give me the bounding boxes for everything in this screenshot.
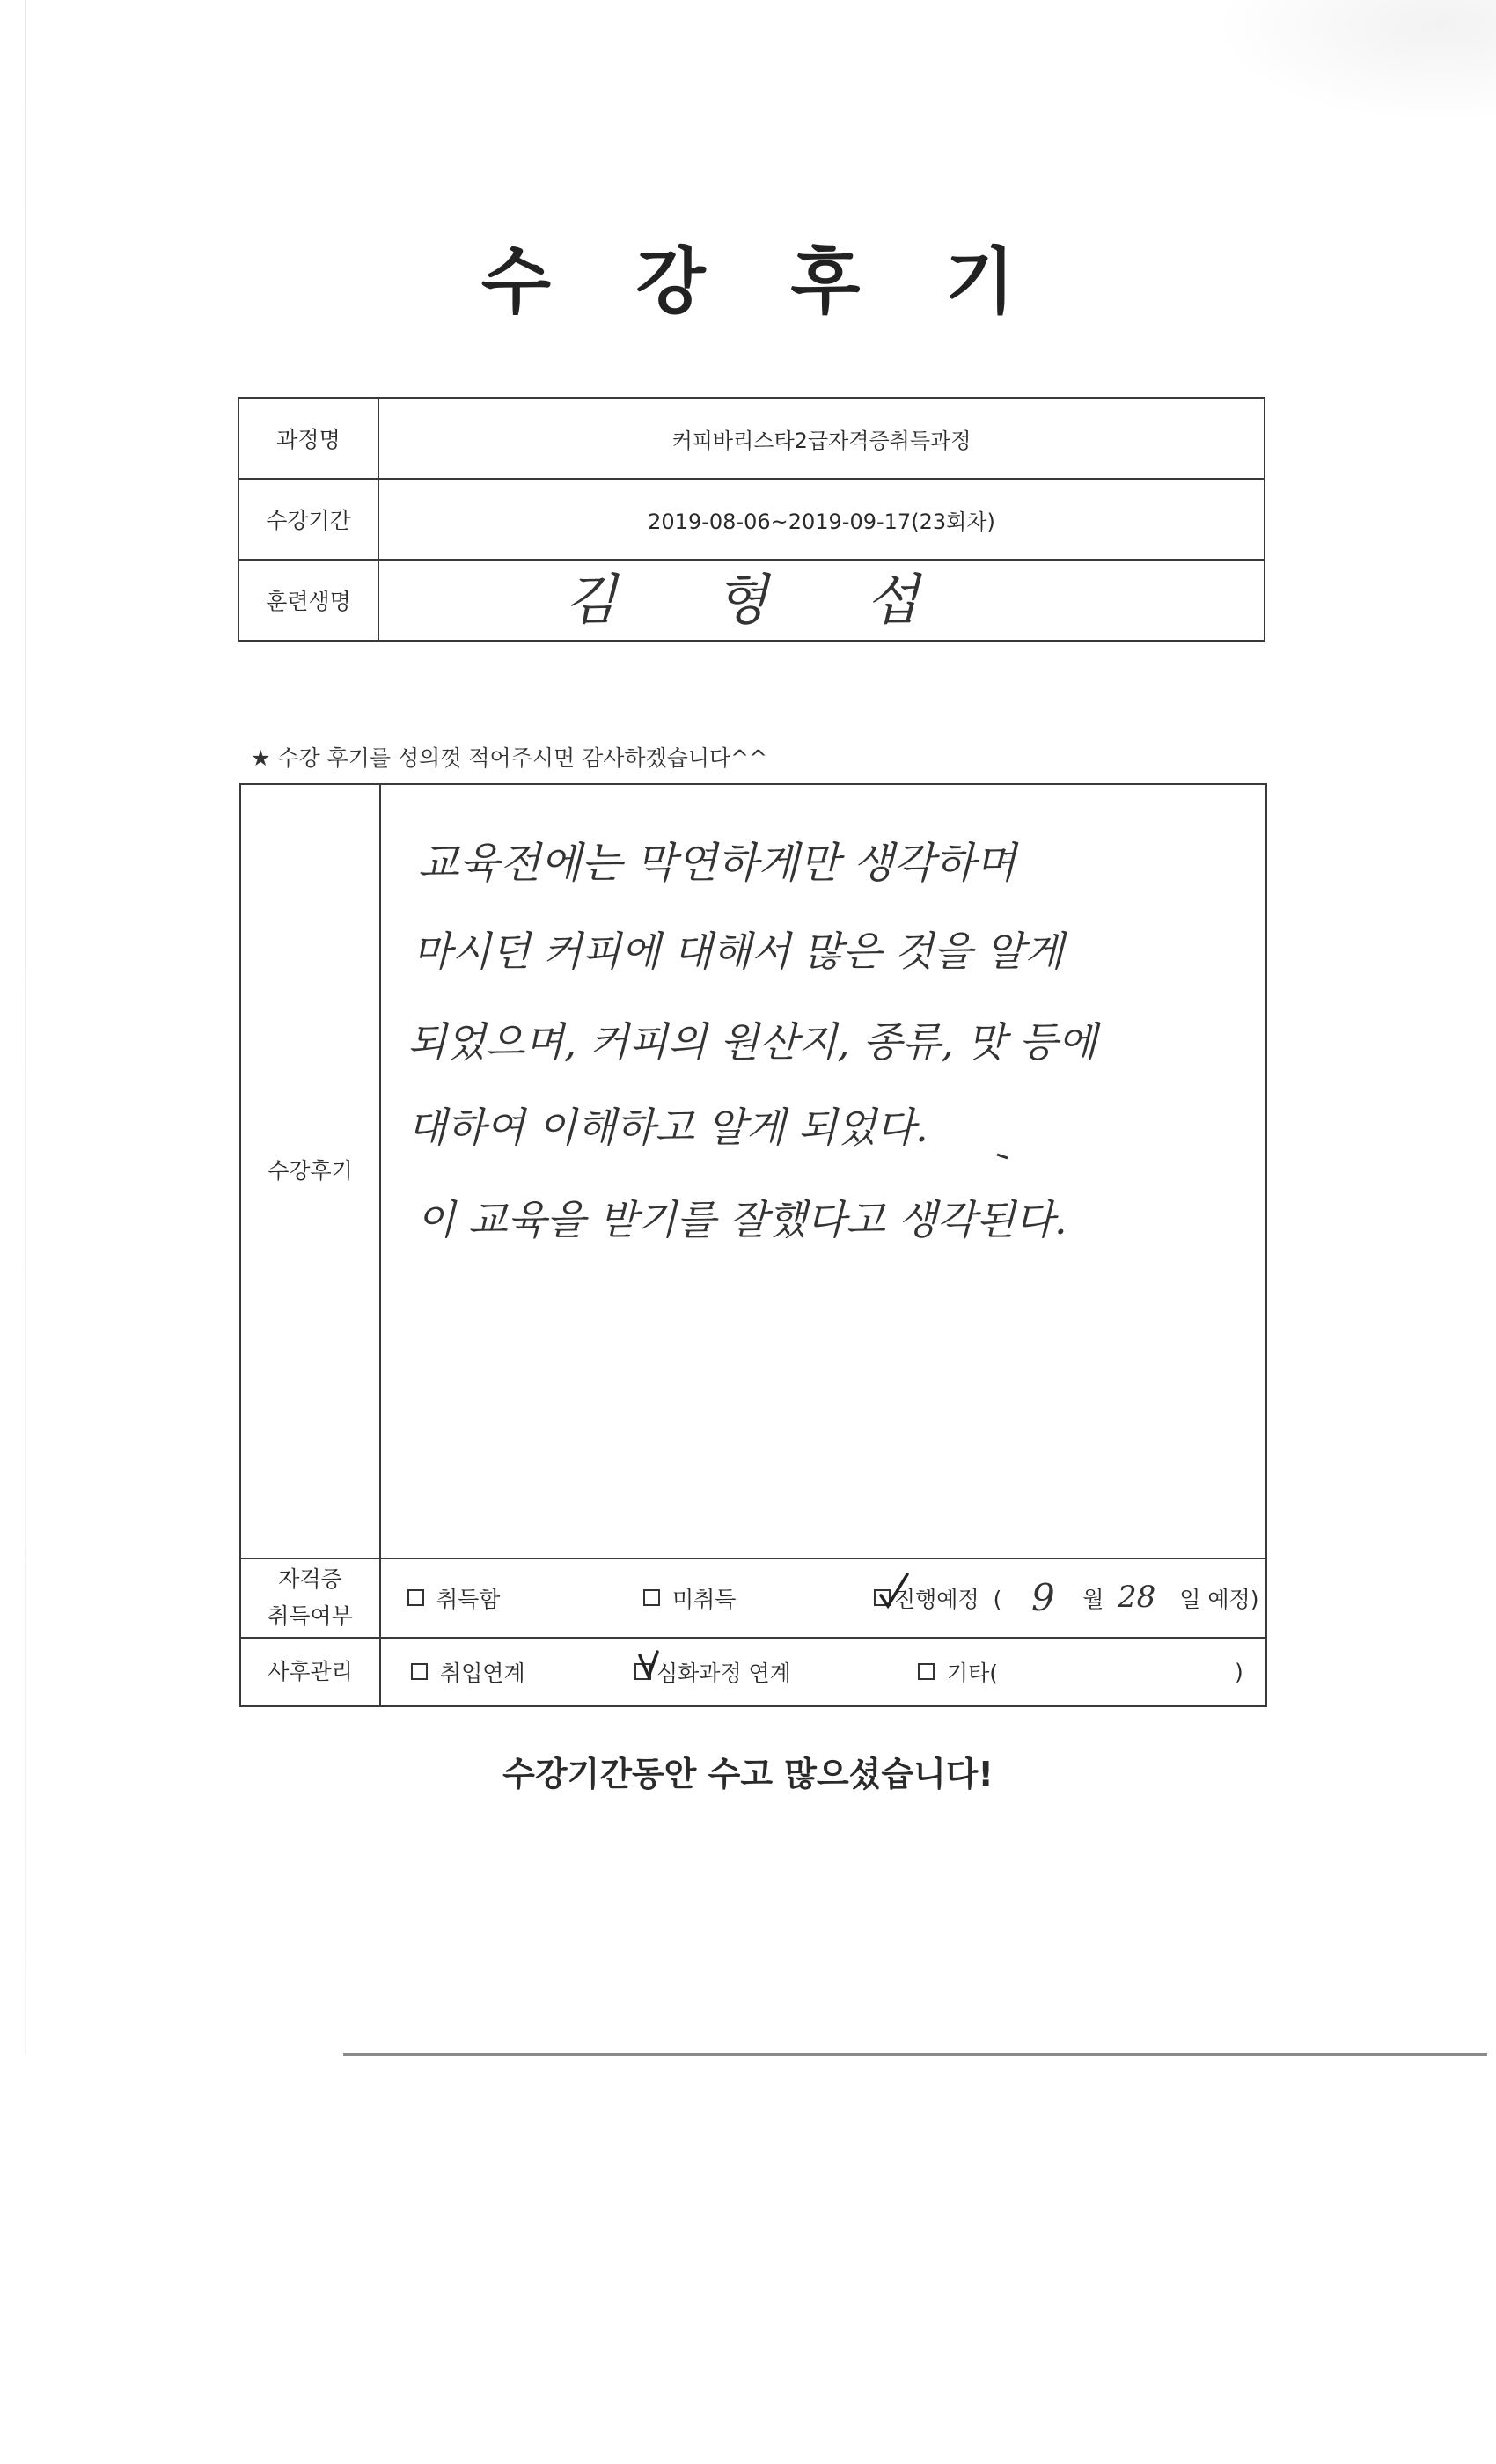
trainee-label: 훈련생명: [238, 560, 378, 641]
option-acquired[interactable]: [407, 1582, 500, 1614]
other-close-paren: ): [1235, 1659, 1243, 1685]
aftercare-options: [380, 1638, 1266, 1706]
option-job-link[interactable]: [411, 1656, 525, 1688]
review-label: 수강후기: [240, 784, 380, 1558]
review-handwriting: [381, 785, 1265, 1278]
review-line: 이 교육을 받기를 잘했다고 생각된다.: [416, 1196, 1067, 1243]
review-line: 마시던 커피에 대해서 많은 것을 알게: [413, 928, 1064, 975]
certification-label: [240, 1558, 380, 1638]
review-body: [380, 784, 1266, 1558]
trainee-name-cell: [378, 560, 1265, 641]
option-advanced-course-label: 심화과정 연계: [656, 1661, 791, 1686]
schedule-day-handwriting: [1111, 1572, 1172, 1624]
check-mark-icon: [638, 1646, 673, 1685]
scan-smudge: [1214, 0, 1496, 123]
certification-row: [240, 1558, 1266, 1638]
review-table: [239, 783, 1267, 1707]
course-period-value: 2019-08-06~2019-09-17(23회차): [378, 479, 1265, 560]
certification-label-line2: 취득여부: [268, 1603, 353, 1629]
review-row: [240, 784, 1266, 1558]
pen-mark: [997, 1155, 1008, 1158]
aftercare-label: 사후관리: [240, 1638, 380, 1706]
certification-label-line1: 자격증: [278, 1566, 342, 1592]
option-not-acquired-label: 미취득: [672, 1587, 737, 1612]
schedule-month-field[interactable]: [1008, 1576, 1075, 1619]
trainee-signature: [555, 555, 960, 643]
review-line: 대하여 이해하고 알게 되었다.: [407, 1104, 928, 1151]
option-job-link-label: 취업연계: [440, 1661, 525, 1686]
course-info-table: [238, 397, 1265, 642]
course-name-value: 커피바리스타2급자격증취득과정: [378, 398, 1265, 479]
schedule-month-label: 월: [1082, 1587, 1104, 1612]
checkbox-other[interactable]: [918, 1663, 935, 1680]
schedule-day-label: 일 예정): [1179, 1587, 1259, 1612]
course-name-row: [238, 398, 1265, 479]
schedule-month-value: 9: [1031, 1576, 1056, 1619]
review-line: 되었으며, 커피의 원산지, 종류, 맛 등에: [407, 1018, 1097, 1066]
schedule-day-value: 28: [1118, 1580, 1156, 1615]
page-bottom-edge: [343, 2053, 1487, 2056]
schedule-open-paren: (: [993, 1587, 1002, 1612]
checkbox-acquired[interactable]: [407, 1589, 424, 1606]
schedule-day-field[interactable]: [1111, 1580, 1172, 1615]
option-not-acquired[interactable]: [643, 1582, 736, 1614]
certification-options: [380, 1558, 1266, 1638]
option-in-progress[interactable]: [874, 1576, 1259, 1619]
option-in-progress-label: 진행예정: [894, 1587, 979, 1612]
trainee-name-handwritten: 김 형 섭: [564, 568, 960, 632]
checkbox-job-link[interactable]: [411, 1663, 428, 1680]
course-period-row: [238, 479, 1265, 560]
aftercare-row: [240, 1638, 1266, 1706]
notice-text: ★ 수강 후기를 성의껏 적어주시면 감사하겠습니다^^: [251, 745, 768, 771]
course-period-label: 수강기간: [238, 479, 378, 560]
option-acquired-label: 취득함: [436, 1587, 501, 1612]
option-advanced-course[interactable]: [634, 1656, 791, 1688]
checkbox-not-acquired[interactable]: [643, 1589, 660, 1606]
check-mark-icon: [877, 1573, 913, 1611]
closing-message: 수강기간동안 수고 많으셨습니다!: [502, 1755, 994, 1793]
schedule-month-handwriting: [1008, 1572, 1075, 1624]
document-title: 수 강 후 기: [480, 240, 1045, 324]
option-other[interactable]: [918, 1656, 998, 1688]
option-other-label: 기타(: [947, 1661, 999, 1686]
course-name-label: 과정명: [238, 398, 378, 479]
trainee-row: [238, 560, 1265, 641]
review-line: 교육전에는 막연하게만 생각하며: [418, 839, 1016, 888]
